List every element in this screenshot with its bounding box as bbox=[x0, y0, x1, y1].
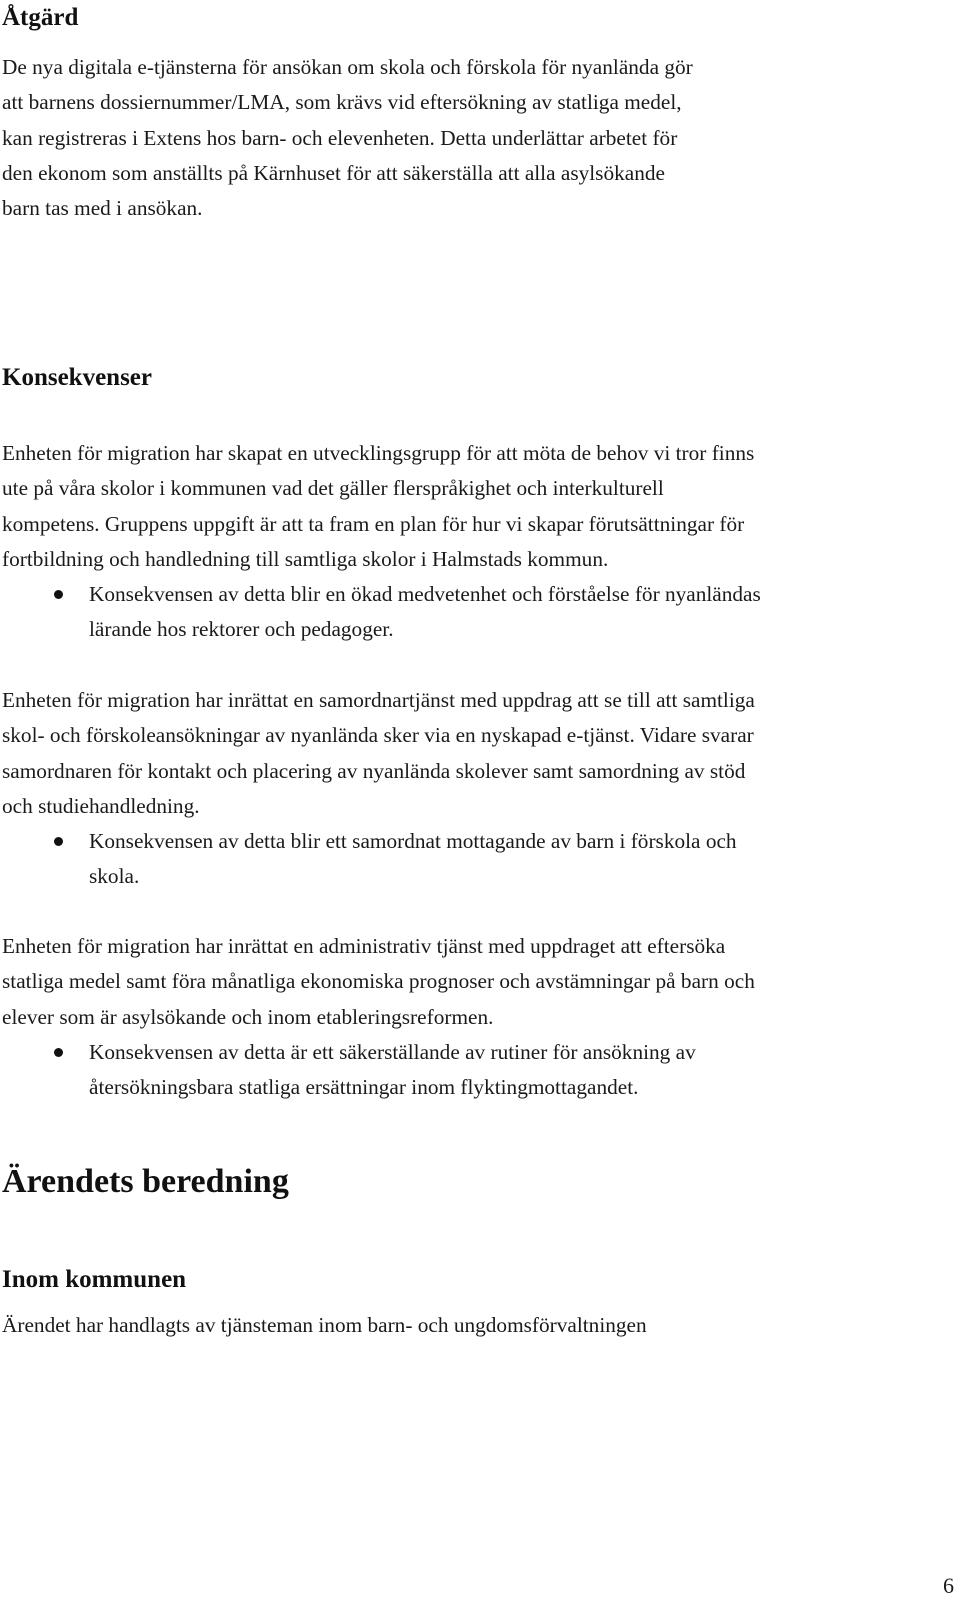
text-line: lärande hos rektorer och pedagoger. bbox=[89, 617, 394, 642]
section-heading-konsekvenser: Konsekvenser bbox=[2, 364, 152, 391]
text-line: att barnens dossiernummer/LMA, som krävs vid eftersökning av statliga medel, bbox=[2, 90, 682, 115]
text-line: Ärendet har handlagts av tjänsteman inom barn- och ungdomsförvaltningen bbox=[2, 1313, 647, 1337]
text-line: Konsekvensen av detta blir ett samordnat mottagande av barn i förskola och bbox=[89, 829, 737, 853]
bullet-text bbox=[89, 1035, 949, 1106]
text-line: fortbildning och handledning till samtliga skolor i Halmstads kommun. bbox=[2, 546, 609, 571]
text-line: elever som är asylsökande och inom etableringsreformen. bbox=[2, 1004, 494, 1029]
text-line: kan registreras i Extens hos barn- och elevenheten. Detta underlättar arbetet för bbox=[2, 125, 678, 150]
text-line: återsökningsbara statliga ersättningar inom flyktingmottagandet. bbox=[89, 1075, 639, 1100]
text-line: Enheten för migration har inrättat en samordnartjänst med uppdrag att se till att samtliga bbox=[2, 688, 755, 712]
text-line: Konsekvensen av detta är ett säkerställande av rutiner för ansökning av bbox=[89, 1040, 696, 1064]
bullet-icon bbox=[54, 1048, 63, 1057]
section-heading-arendets-beredning: Ärendets beredning bbox=[2, 1163, 289, 1200]
paragraph-atgard bbox=[2, 50, 942, 226]
paragraph-beredning bbox=[2, 1308, 942, 1343]
paragraph-konsekvenser-1 bbox=[2, 436, 942, 577]
text-line: barn tas med i ansökan. bbox=[2, 196, 203, 221]
text-line: Enheten för migration har skapat en utvecklingsgrupp för att möta de behov vi tror finns bbox=[2, 441, 755, 465]
bullet-text bbox=[89, 824, 949, 895]
text-line: och studiehandledning. bbox=[2, 793, 200, 818]
bullet-icon bbox=[54, 837, 63, 846]
text-line: ute på våra skolor i kommunen vad det gäller flerspråkighet och interkulturell bbox=[2, 476, 664, 501]
paragraph-konsekvenser-3 bbox=[2, 929, 942, 1035]
text-line: kompetens. Gruppens uppgift är att ta fram en plan för hur vi skapar förutsättningar för bbox=[2, 511, 745, 536]
text-line: samordnaren för kontakt och placering av nyanlända skolever samt samordning av stöd bbox=[2, 758, 746, 783]
text-line: De nya digitala e-tjänsterna för ansökan om skola och förskola för nyanlända gör bbox=[2, 55, 693, 79]
paragraph-konsekvenser-2 bbox=[2, 683, 942, 824]
text-line: skola. bbox=[89, 864, 140, 889]
text-line: Enheten för migration har inrättat en administrativ tjänst med uppdraget att eftersöka bbox=[2, 934, 726, 958]
text-line: Konsekvensen av detta blir en ökad medvetenhet och förståelse för nyanländas bbox=[89, 582, 761, 606]
subheading-inom-kommunen: Inom kommunen bbox=[2, 1266, 187, 1293]
text-line: den ekonom som anställts på Kärnhuset för att säkerställa att alla asylsökande bbox=[2, 160, 665, 185]
text-line: skol- och förskoleansökningar av nyanlända sker via en nyskapad e-tjänst. Vidare svarar bbox=[2, 723, 754, 748]
section-heading-atgard: Åtgärd bbox=[2, 4, 79, 31]
page-number: 6 bbox=[943, 1573, 954, 1598]
text-line: statliga medel samt föra månatliga ekonomiska prognoser och avstämningar på barn och bbox=[2, 969, 755, 994]
bullet-text bbox=[89, 577, 949, 648]
bullet-icon bbox=[54, 590, 63, 599]
